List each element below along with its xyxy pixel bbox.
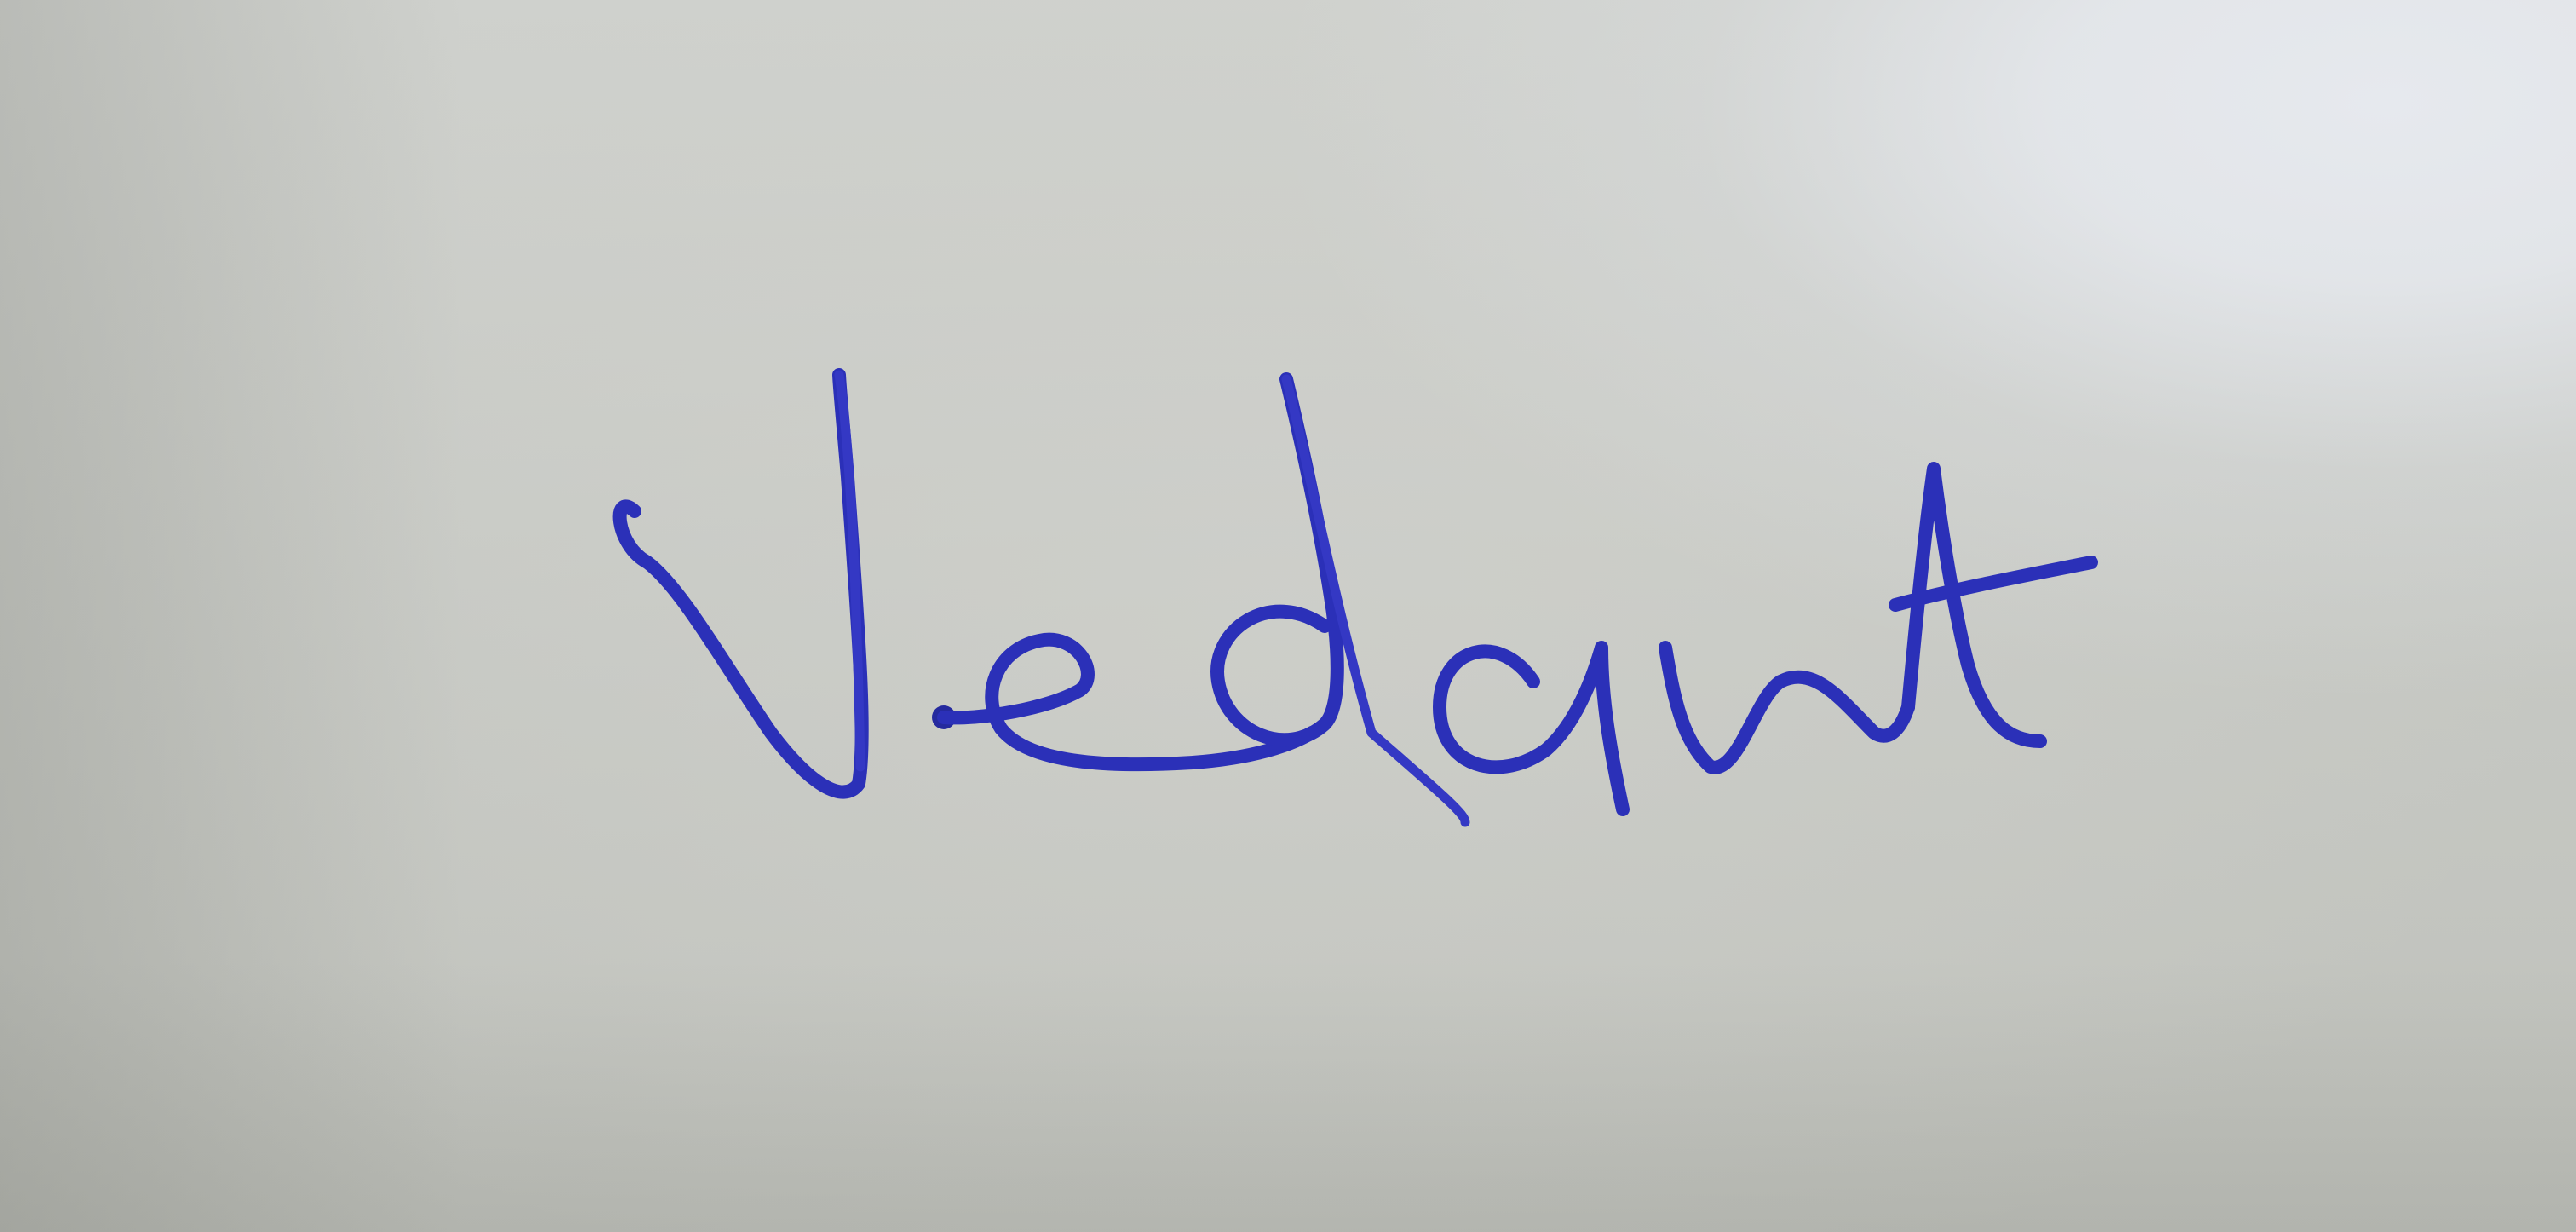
signature-letter-d [1217,379,1337,740]
signature-letter-e [944,640,1312,764]
signature-letter-t [1908,469,2040,741]
signature-letter-n [1665,648,1908,768]
signature-letter-a [1440,648,1623,809]
signature-letter-v [620,375,862,792]
